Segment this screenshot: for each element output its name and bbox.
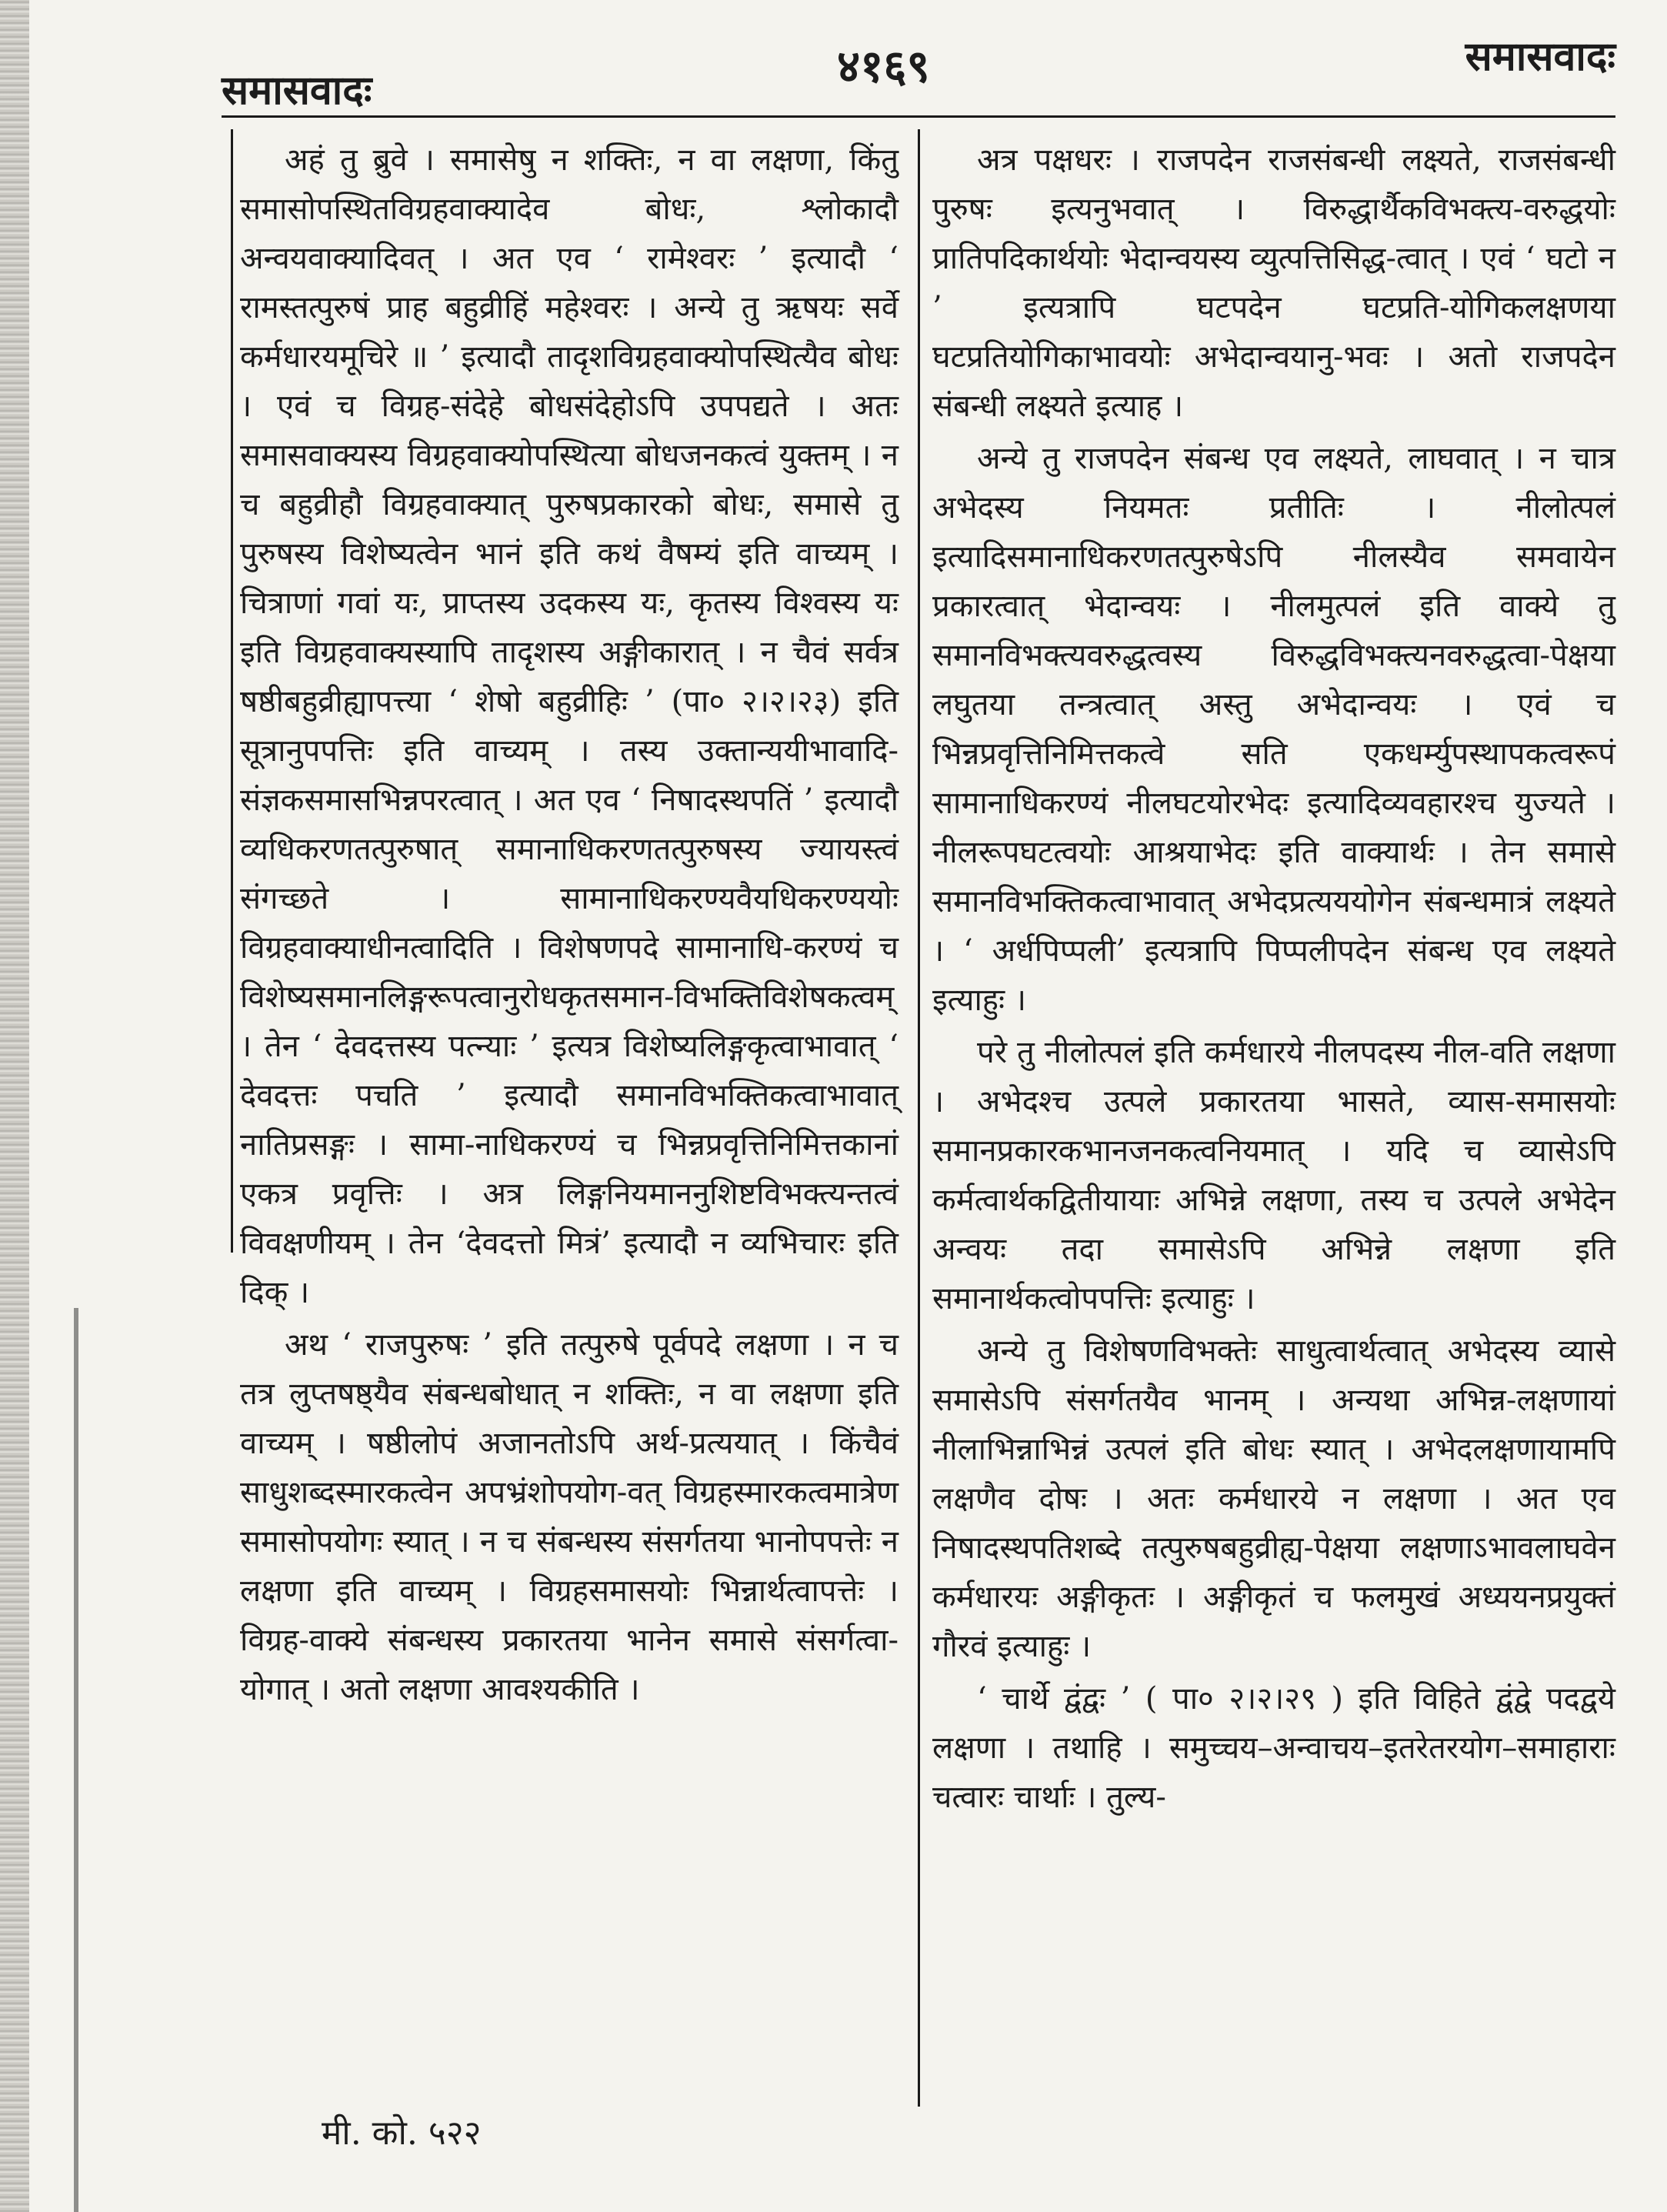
right-paragraph-5: ‘ चार्थे द्वंद्वः ’ ( पा० २।२।२९ ) इति विहिते द्वंद्वे पदद्वये लक्षणा । तथाहि । समुच्चय–अन्वाचय–इतरेतरयोग–समाहाराः चत्वारः चार्थाः । तुल्य- bbox=[932, 1681, 1615, 1815]
right-paragraph-3: परे तु नीलोत्पलं इति कर्मधारये नीलपदस्य नील-वति लक्षणा । अभेदश्च उत्पले प्रकारतया भासते, व्यास-समासयोः समानप्रकारकभानजनकत्वनियमात् । यदि च व्यासेऽपि कर्मत्वार्थकद्वितीयायाः अभिन्ने लक्षणा, तस्य च उत्पले अभेदेन अन्वयः तदा समासेऽपि अभिन्ने लक्षणा इति समानार्थकत्वोपपत्तिः इत्याहुः । bbox=[932, 1035, 1615, 1316]
right-paragraph-1: अत्र पक्षधरः । राजपदेन राजसंबन्धी लक्ष्यते, राजसंबन्धी पुरुषः इत्यनुभवात् । विरुद्धार्थैकविभक्त्य-वरुद्धयोः प्रातिपदिकार्थयोः भेदान्वयस्य व्युत्पत्तिसिद्ध-त्वात् । एवं ‘ घटो न ’ इत्यत्रापि घटपदेन घटप्रति-योगिकलक्षणया घटप्रतियोगिकाभावयोः अभेदान्वयानु-भवः । अतो राजपदेन संबन्धी लक्ष्यते इत्याह । bbox=[932, 142, 1615, 424]
left-paragraph-1: अहं तु ब्रुवे । समासेषु न शक्तिः, न वा लक्षणा, किंतु समासोपस्थितविग्रहवाक्यादेव बोधः, श्लोकादौ अन्वयवाक्यादिवत् । अत एव ‘ रामेश्वरः ’ इत्यादौ ‘ रामस्तत्पुरुषं प्राह बहुव्रीहिं महेश्वरः । अन्ये तु ऋषयः सर्वे कर्मधारयमूचिरे ॥ ’ इत्यादौ तादृशविग्रहवाक्योपस्थित्यैव बोधः । एवं च विग्रह-संदेहे बोधसंदेहोऽपि उपपद्यते । अतः समासवाक्यस्य विग्रहवाक्योपस्थित्या बोधजनकत्वं युक्तम् । न च बहुव्रीहौ विग्रहवाक्यात् पुरुषप्रकारको बोधः, समासे तु पुरुषस्य विशेष्यत्वेन भानं इति कथं वैषम्यं इति वाच्यम् । चित्राणां गवां यः, प्राप्तस्य उदकस्य यः, कृतस्य विश्वस्य यः इति विग्रहवाक्यस्यापि तादृशस्य अङ्गीकारात् । न चैवं सर्वत्र षष्ठीबहुव्रीह्यापत्त्या ‘ शेषो बहुव्रीहिः ’ (पा० २।२।२३) इति सूत्रानुपपत्तिः इति वाच्यम् । तस्य उक्तान्ययीभावादि-संज्ञकसमासभिन्नपरत्वात् । अत एव ‘ निषादस्थपतिं ’ इत्यादौ व्यधिकरणतत्पुरुषात् समानाधिकरणतत्पुरुषस्य ज्यायस्त्वं संगच्छते । सामानाधिकरण्यवैयधिकरण्ययोः विग्रहवाक्याधीनत्वादिति । विशेषणपदे सामानाधि-करण्यं च विशेष्यसमानलिङ्गरूपत्वानुरोधकृतसमान-विभक्तिविशेषकत्वम् । तेन ‘ देवदत्तस्य पत्न्याः ’ इत्यत्र विशेष्यलिङ्गकृत्वाभावात् ‘ देवदत्तः पचति ’ इत्यादौ समानविभक्तिकत्वाभावात् नातिप्रसङ्गः । सामा-नाधिकरण्यं च भिन्नप्रवृत्तिनिमित्तकानां एकत्र प्रवृत्तिः । अत्र लिङ्गनियमाननुशिष्टविभक्त्यन्तत्वं विवक्षणीयम् । तेन ‘देवदत्तो मित्रं’ इत्यादौ न व्यभिचारः इति दिक् । bbox=[240, 142, 899, 1310]
right-paragraph-2: अन्ये तु राजपदेन संबन्ध एव लक्ष्यते, लाघवात् । न चात्र अभेदस्य नियमतः प्रतीतिः । नीलोत्पलं इत्यादिसमानाधिकरणतत्पुरुषेऽपि नीलस्यैव समवायेन प्रकारत्वात् भेदान्वयः । नीलमुत्पलं इति वाक्ये तु समानविभक्त्यवरुद्धत्वस्य विरुद्धविभक्त्यनवरुद्धत्वा-पेक्षया लघुतया तन्त्रत्वात् अस्तु अभेदान्वयः । एवं च भिन्नप्रवृत्तिनिमित्तकत्वे सति एकधर्म्युपस्थापकत्वरूपं सामानाधिकरण्यं नीलघटयोरभेदः इत्यादिव्यवहारश्च युज्यते । नीलरूपघटत्वयोः आश्रयाभेदः इति वाक्यार्थः । तेन समासे समानविभक्तिकत्वाभावात् अभेदप्रत्यययोगेन संबन्धमात्रं लक्ष्यते । ‘ अर्धपिप्पली’ इत्यत्रापि पिप्पलीपदेन संबन्ध एव लक्ष्यते इत्याहुः । bbox=[932, 441, 1615, 1018]
book-binding-edge bbox=[0, 0, 29, 2212]
footer-signature: मी. को. ५२२ bbox=[322, 2114, 482, 2153]
page-header bbox=[222, 28, 1615, 112]
page-edge-shadow bbox=[74, 1308, 78, 2212]
left-column bbox=[240, 135, 899, 2097]
left-paragraph-2: अथ ‘ राजपुरुषः ’ इति तत्पुरुषे पूर्वपदे लक्षणा । न च तत्र लुप्तषष्ठ्यैव संबन्धबोधात् न शक्तिः, न वा लक्षणा इति वाच्यम् । षष्ठीलोपं अजानतोऽपि अर्थ-प्रत्ययात् । किंचैवं साधुशब्दस्मारकत्वेन अपभ्रंशोपयोग-वत् विग्रहस्मारकत्वमात्रेण समासोपयोगः स्यात् । न च संबन्धस्य संसर्गतया भानोपपत्तेः न लक्षणा इति वाच्यम् । विग्रहसमासयोः भिन्नार्थत्वापत्तेः । विग्रह-वाक्ये संबन्धस्य प्रकारतया भानेन समासे संसर्गत्वा-योगात् । अतो लक्षणा आवश्यकीति । bbox=[240, 1327, 899, 1707]
running-head-right: समासवादः bbox=[1465, 33, 1615, 80]
left-margin-rule bbox=[231, 129, 233, 1253]
column-divider bbox=[918, 129, 920, 2107]
right-column bbox=[932, 135, 1615, 2105]
header-rule bbox=[222, 115, 1615, 118]
right-paragraph-4: अन्ये तु विशेषणविभक्तेः साधुत्वार्थत्वात् अभेदस्य व्यासे समासेऽपि संसर्गतयैव भानम् । अन्यथा अभिन्न-लक्षणायां नीलाभिन्नाभिन्नं उत्पलं इति बोधः स्यात् । अभेदलक्षणायामपि लक्षणैव दोषः । अतः कर्मधारये न लक्षणा । अत एव निषादस्थपतिशब्दे तत्पुरुषबहुव्रीह्य-पेक्षया लक्षणाऽभावलाघवेन कर्मधारयः अङ्गीकृतः । अङ्गीकृतं च फलमुखं अध्ययनप्रयुक्तं गौरवं इत्याहुः । bbox=[932, 1333, 1615, 1664]
page-number: ४१६९ bbox=[837, 40, 930, 92]
running-head-left: समासवादः bbox=[222, 67, 372, 114]
